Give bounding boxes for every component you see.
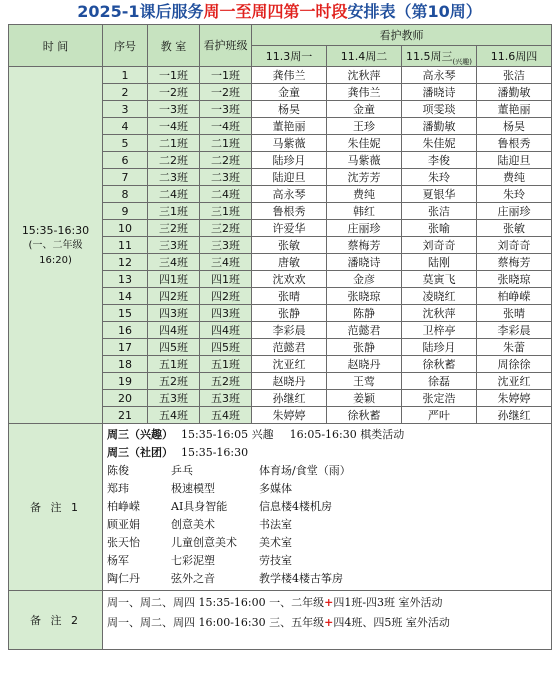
- club-teacher: 郑玮: [107, 482, 129, 495]
- room-cell: 五1班: [148, 356, 200, 373]
- class-cell: 一2班: [200, 84, 252, 101]
- thu-teacher: 张晴: [477, 305, 552, 322]
- wed-teacher: 凌晓红: [402, 288, 477, 305]
- class-cell: 二2班: [200, 152, 252, 169]
- seq-cell: 9: [103, 203, 148, 220]
- club-name: 极速模型: [171, 482, 215, 495]
- room-cell: 四2班: [148, 288, 200, 305]
- room-cell: 一1班: [148, 67, 200, 84]
- thu-teacher: 朱婷婷: [477, 390, 552, 407]
- tue-teacher: 王莺: [327, 373, 402, 390]
- class-cell: 五3班: [200, 390, 252, 407]
- room-cell: 一4班: [148, 118, 200, 135]
- header-guard-class: 看护班级: [200, 25, 252, 67]
- seq-cell: 17: [103, 339, 148, 356]
- note-1-interest-b: 16:05-16:30 棋类活动: [289, 428, 405, 441]
- mon-teacher: 杨昊: [252, 101, 327, 118]
- note-1-line-interest: [107, 426, 547, 444]
- mon-teacher: 董艳丽: [252, 118, 327, 135]
- thu-teacher: 费纯: [477, 169, 552, 186]
- note-1-interest-head: 周三（兴趣）: [107, 428, 173, 441]
- thu-teacher: 沈亚红: [477, 373, 552, 390]
- seq-cell: 13: [103, 271, 148, 288]
- header-time: 时 间: [9, 25, 103, 67]
- mon-teacher: 唐敏: [252, 254, 327, 271]
- tue-teacher: 沈芳芳: [327, 169, 402, 186]
- tue-teacher: 张静: [327, 339, 402, 356]
- class-cell: 五2班: [200, 373, 252, 390]
- class-cell: 五1班: [200, 356, 252, 373]
- tue-teacher: 马紫薇: [327, 152, 402, 169]
- club-item: [107, 552, 547, 570]
- club-place: 书法室: [259, 518, 292, 531]
- note-2-label: 备 注 2: [9, 591, 103, 650]
- mon-teacher: 鲁根秀: [252, 203, 327, 220]
- mon-teacher: 沈亚红: [252, 356, 327, 373]
- time-line-1: 15:35-16:30: [21, 223, 90, 237]
- room-cell: 五2班: [148, 373, 200, 390]
- header-wed: [402, 46, 477, 67]
- room-cell: 一3班: [148, 101, 200, 118]
- mon-teacher: 范懿君: [252, 339, 327, 356]
- header-wed-note: (兴趣): [452, 58, 472, 66]
- mon-teacher: 龚伟兰: [252, 67, 327, 84]
- room-cell: 三3班: [148, 237, 200, 254]
- seq-cell: 19: [103, 373, 148, 390]
- tue-teacher: 金彦: [327, 271, 402, 288]
- header-wed-label: 11.5周三: [406, 50, 453, 63]
- note-2-line-2: [107, 613, 547, 633]
- tue-teacher: 陈静: [327, 305, 402, 322]
- tue-teacher: 王珍: [327, 118, 402, 135]
- note-2-line-2-b: 四4班、四5班 室外活动: [333, 616, 450, 629]
- club-item: [107, 462, 547, 480]
- note-2-line-1-b: 四1班-四3班 室外活动: [333, 596, 443, 609]
- wed-teacher: 张定浩: [402, 390, 477, 407]
- seq-cell: 21: [103, 407, 148, 424]
- note-1-content: [103, 424, 552, 591]
- room-cell: 五4班: [148, 407, 200, 424]
- class-cell: 一4班: [200, 118, 252, 135]
- room-cell: 三1班: [148, 203, 200, 220]
- tue-teacher: 朱佳妮: [327, 135, 402, 152]
- class-cell: 四2班: [200, 288, 252, 305]
- tue-teacher: 金童: [327, 101, 402, 118]
- seq-cell: 12: [103, 254, 148, 271]
- note-2-line-1: [107, 593, 547, 613]
- tue-teacher: 姜颖: [327, 390, 402, 407]
- table-row: [9, 67, 552, 84]
- class-cell: 三2班: [200, 220, 252, 237]
- club-item: [107, 480, 547, 498]
- header-thu: 11.6周四: [477, 46, 552, 67]
- wed-teacher: 李俊: [402, 152, 477, 169]
- room-cell: 五3班: [148, 390, 200, 407]
- thu-teacher: 周徐徐: [477, 356, 552, 373]
- room-cell: 四4班: [148, 322, 200, 339]
- club-name: 七彩泥塑: [171, 554, 215, 567]
- club-item: [107, 570, 547, 588]
- class-cell: 一1班: [200, 67, 252, 84]
- mon-teacher: 陆迎旦: [252, 169, 327, 186]
- class-cell: 四5班: [200, 339, 252, 356]
- class-cell: 四3班: [200, 305, 252, 322]
- mon-teacher: 许爱华: [252, 220, 327, 237]
- seq-cell: 15: [103, 305, 148, 322]
- tue-teacher: 费纯: [327, 186, 402, 203]
- note-2-content: [103, 591, 552, 650]
- thu-teacher: 张洁: [477, 67, 552, 84]
- wed-teacher: 张洁: [402, 203, 477, 220]
- club-place: 多媒体: [259, 482, 292, 495]
- class-cell: 二3班: [200, 169, 252, 186]
- header-room: 教 室: [148, 25, 200, 67]
- club-item: [107, 498, 547, 516]
- room-cell: 二1班: [148, 135, 200, 152]
- club-teacher: 顾亚娟: [107, 518, 140, 531]
- seq-cell: 16: [103, 322, 148, 339]
- thu-teacher: 杨昊: [477, 118, 552, 135]
- time-cell: [9, 67, 103, 424]
- thu-teacher: 蔡梅芳: [477, 254, 552, 271]
- class-cell: 二4班: [200, 186, 252, 203]
- club-place: 信息楼4楼机房: [259, 500, 332, 513]
- tue-teacher: 潘晓诗: [327, 254, 402, 271]
- thu-teacher: 鲁根秀: [477, 135, 552, 152]
- wed-teacher: 高永琴: [402, 67, 477, 84]
- page-title: [0, 0, 559, 24]
- seq-cell: 14: [103, 288, 148, 305]
- mon-teacher: 马紫薇: [252, 135, 327, 152]
- wed-teacher: 徐秋蓄: [402, 356, 477, 373]
- seq-cell: 5: [103, 135, 148, 152]
- wed-teacher: 陆刚: [402, 254, 477, 271]
- room-cell: 一2班: [148, 84, 200, 101]
- schedule-table: [8, 24, 552, 650]
- thu-teacher: 朱蕾: [477, 339, 552, 356]
- room-cell: 四3班: [148, 305, 200, 322]
- class-cell: 三1班: [200, 203, 252, 220]
- plus-icon: +: [324, 616, 334, 629]
- note-2-line-1-a: 周一、周二、周四 15:35-16:00 一、二年级: [107, 596, 325, 609]
- club-name: 创意美术: [171, 518, 215, 531]
- wed-teacher: 莫寅飞: [402, 271, 477, 288]
- thu-teacher: 刘奇奇: [477, 237, 552, 254]
- wed-teacher: 陆珍月: [402, 339, 477, 356]
- seq-cell: 11: [103, 237, 148, 254]
- club-name: AI具身智能: [171, 500, 228, 513]
- tue-teacher: 赵晓丹: [327, 356, 402, 373]
- room-cell: 四5班: [148, 339, 200, 356]
- wed-teacher: 卫梓亭: [402, 322, 477, 339]
- wed-teacher: 沈秋萍: [402, 305, 477, 322]
- class-cell: 三4班: [200, 254, 252, 271]
- note-2-line-2-a: 周一、周二、周四 16:00-16:30 三、五年级: [107, 616, 325, 629]
- seq-cell: 2: [103, 84, 148, 101]
- club-item: [107, 534, 547, 552]
- mon-teacher: 赵晓丹: [252, 373, 327, 390]
- seq-cell: 7: [103, 169, 148, 186]
- tue-teacher: 庄丽珍: [327, 220, 402, 237]
- seq-cell: 3: [103, 101, 148, 118]
- tue-teacher: 张晓琼: [327, 288, 402, 305]
- mon-teacher: 金童: [252, 84, 327, 101]
- wed-teacher: 严叶: [402, 407, 477, 424]
- wed-teacher: 张喻: [402, 220, 477, 237]
- tue-teacher: 龚伟兰: [327, 84, 402, 101]
- club-place: 劳技室: [259, 554, 292, 567]
- class-cell: 三3班: [200, 237, 252, 254]
- thu-teacher: 董艳丽: [477, 101, 552, 118]
- mon-teacher: 沈欢欢: [252, 271, 327, 288]
- seq-cell: 4: [103, 118, 148, 135]
- wed-teacher: 夏银华: [402, 186, 477, 203]
- seq-cell: 8: [103, 186, 148, 203]
- thu-teacher: 朱玲: [477, 186, 552, 203]
- room-cell: 三4班: [148, 254, 200, 271]
- tue-teacher: 韩红: [327, 203, 402, 220]
- plus-icon: +: [324, 596, 334, 609]
- title-part-3: 安排表（第10周）: [347, 2, 482, 21]
- class-cell: 四1班: [200, 271, 252, 288]
- note-1-club-a: 15:35-16:30: [181, 446, 249, 459]
- header-mon: 11.3周一: [252, 46, 327, 67]
- time-line-3: 16:20): [39, 254, 72, 266]
- club-place: 美术室: [259, 536, 292, 549]
- club-list: [107, 462, 547, 588]
- class-cell: 一3班: [200, 101, 252, 118]
- club-teacher: 张天怡: [107, 536, 140, 549]
- seq-cell: 1: [103, 67, 148, 84]
- time-line-2: (一、二年级: [28, 239, 83, 251]
- header-seq: 序号: [103, 25, 148, 67]
- club-item: [107, 516, 547, 534]
- seq-cell: 6: [103, 152, 148, 169]
- wed-teacher: 徐磊: [402, 373, 477, 390]
- thu-teacher: 潘勤敏: [477, 84, 552, 101]
- wed-teacher: 潘勤敏: [402, 118, 477, 135]
- header-teachers: 看护教师: [252, 25, 552, 46]
- tue-teacher: 沈秋萍: [327, 67, 402, 84]
- thu-teacher: 李彩晨: [477, 322, 552, 339]
- thu-teacher: 张晓琼: [477, 271, 552, 288]
- club-teacher: 杨军: [107, 554, 129, 567]
- class-cell: 五4班: [200, 407, 252, 424]
- mon-teacher: 陆珍月: [252, 152, 327, 169]
- title-part-2: 周一至周四第一时段: [203, 2, 348, 21]
- tue-teacher: 徐秋蓄: [327, 407, 402, 424]
- tue-teacher: 蔡梅芳: [327, 237, 402, 254]
- club-place: 教学楼4楼古筝房: [259, 572, 343, 585]
- seq-cell: 20: [103, 390, 148, 407]
- thu-teacher: 孙继红: [477, 407, 552, 424]
- wed-teacher: 刘奇奇: [402, 237, 477, 254]
- mon-teacher: 张静: [252, 305, 327, 322]
- mon-teacher: 张敏: [252, 237, 327, 254]
- thu-teacher: 陆迎旦: [477, 152, 552, 169]
- club-teacher: 陈俊: [107, 464, 129, 477]
- seq-cell: 10: [103, 220, 148, 237]
- wed-teacher: 潘晓诗: [402, 84, 477, 101]
- thu-teacher: 柏峥嵘: [477, 288, 552, 305]
- note-1-line-club: [107, 444, 547, 462]
- room-cell: 四1班: [148, 271, 200, 288]
- header-tue: 11.4周二: [327, 46, 402, 67]
- note-1-label: 备 注 1: [9, 424, 103, 591]
- club-name: 乒乓: [171, 464, 193, 477]
- title-part-1: 2025-1课后服务: [77, 2, 204, 21]
- tue-teacher: 范懿君: [327, 322, 402, 339]
- note-1-interest-a: 15:35-16:05 兴趣: [181, 428, 274, 441]
- mon-teacher: 高永琴: [252, 186, 327, 203]
- class-cell: 四4班: [200, 322, 252, 339]
- club-name: 儿童创意美术: [171, 536, 237, 549]
- mon-teacher: 朱婷婷: [252, 407, 327, 424]
- wed-teacher: 朱玲: [402, 169, 477, 186]
- room-cell: 三2班: [148, 220, 200, 237]
- wed-teacher: 朱佳妮: [402, 135, 477, 152]
- note-1-club-head: 周三（社团）: [107, 446, 173, 459]
- room-cell: 二2班: [148, 152, 200, 169]
- wed-teacher: 项雯琰: [402, 101, 477, 118]
- club-teacher: 陶仁丹: [107, 572, 140, 585]
- club-teacher: 柏峥嵘: [107, 500, 140, 513]
- club-name: 弦外之音: [171, 572, 215, 585]
- thu-teacher: 张敏: [477, 220, 552, 237]
- class-cell: 二1班: [200, 135, 252, 152]
- club-place: 体育场/食堂（雨）: [259, 464, 351, 477]
- mon-teacher: 李彩晨: [252, 322, 327, 339]
- mon-teacher: 张晴: [252, 288, 327, 305]
- room-cell: 二3班: [148, 169, 200, 186]
- thu-teacher: 庄丽珍: [477, 203, 552, 220]
- mon-teacher: 孙继红: [252, 390, 327, 407]
- room-cell: 二4班: [148, 186, 200, 203]
- seq-cell: 18: [103, 356, 148, 373]
